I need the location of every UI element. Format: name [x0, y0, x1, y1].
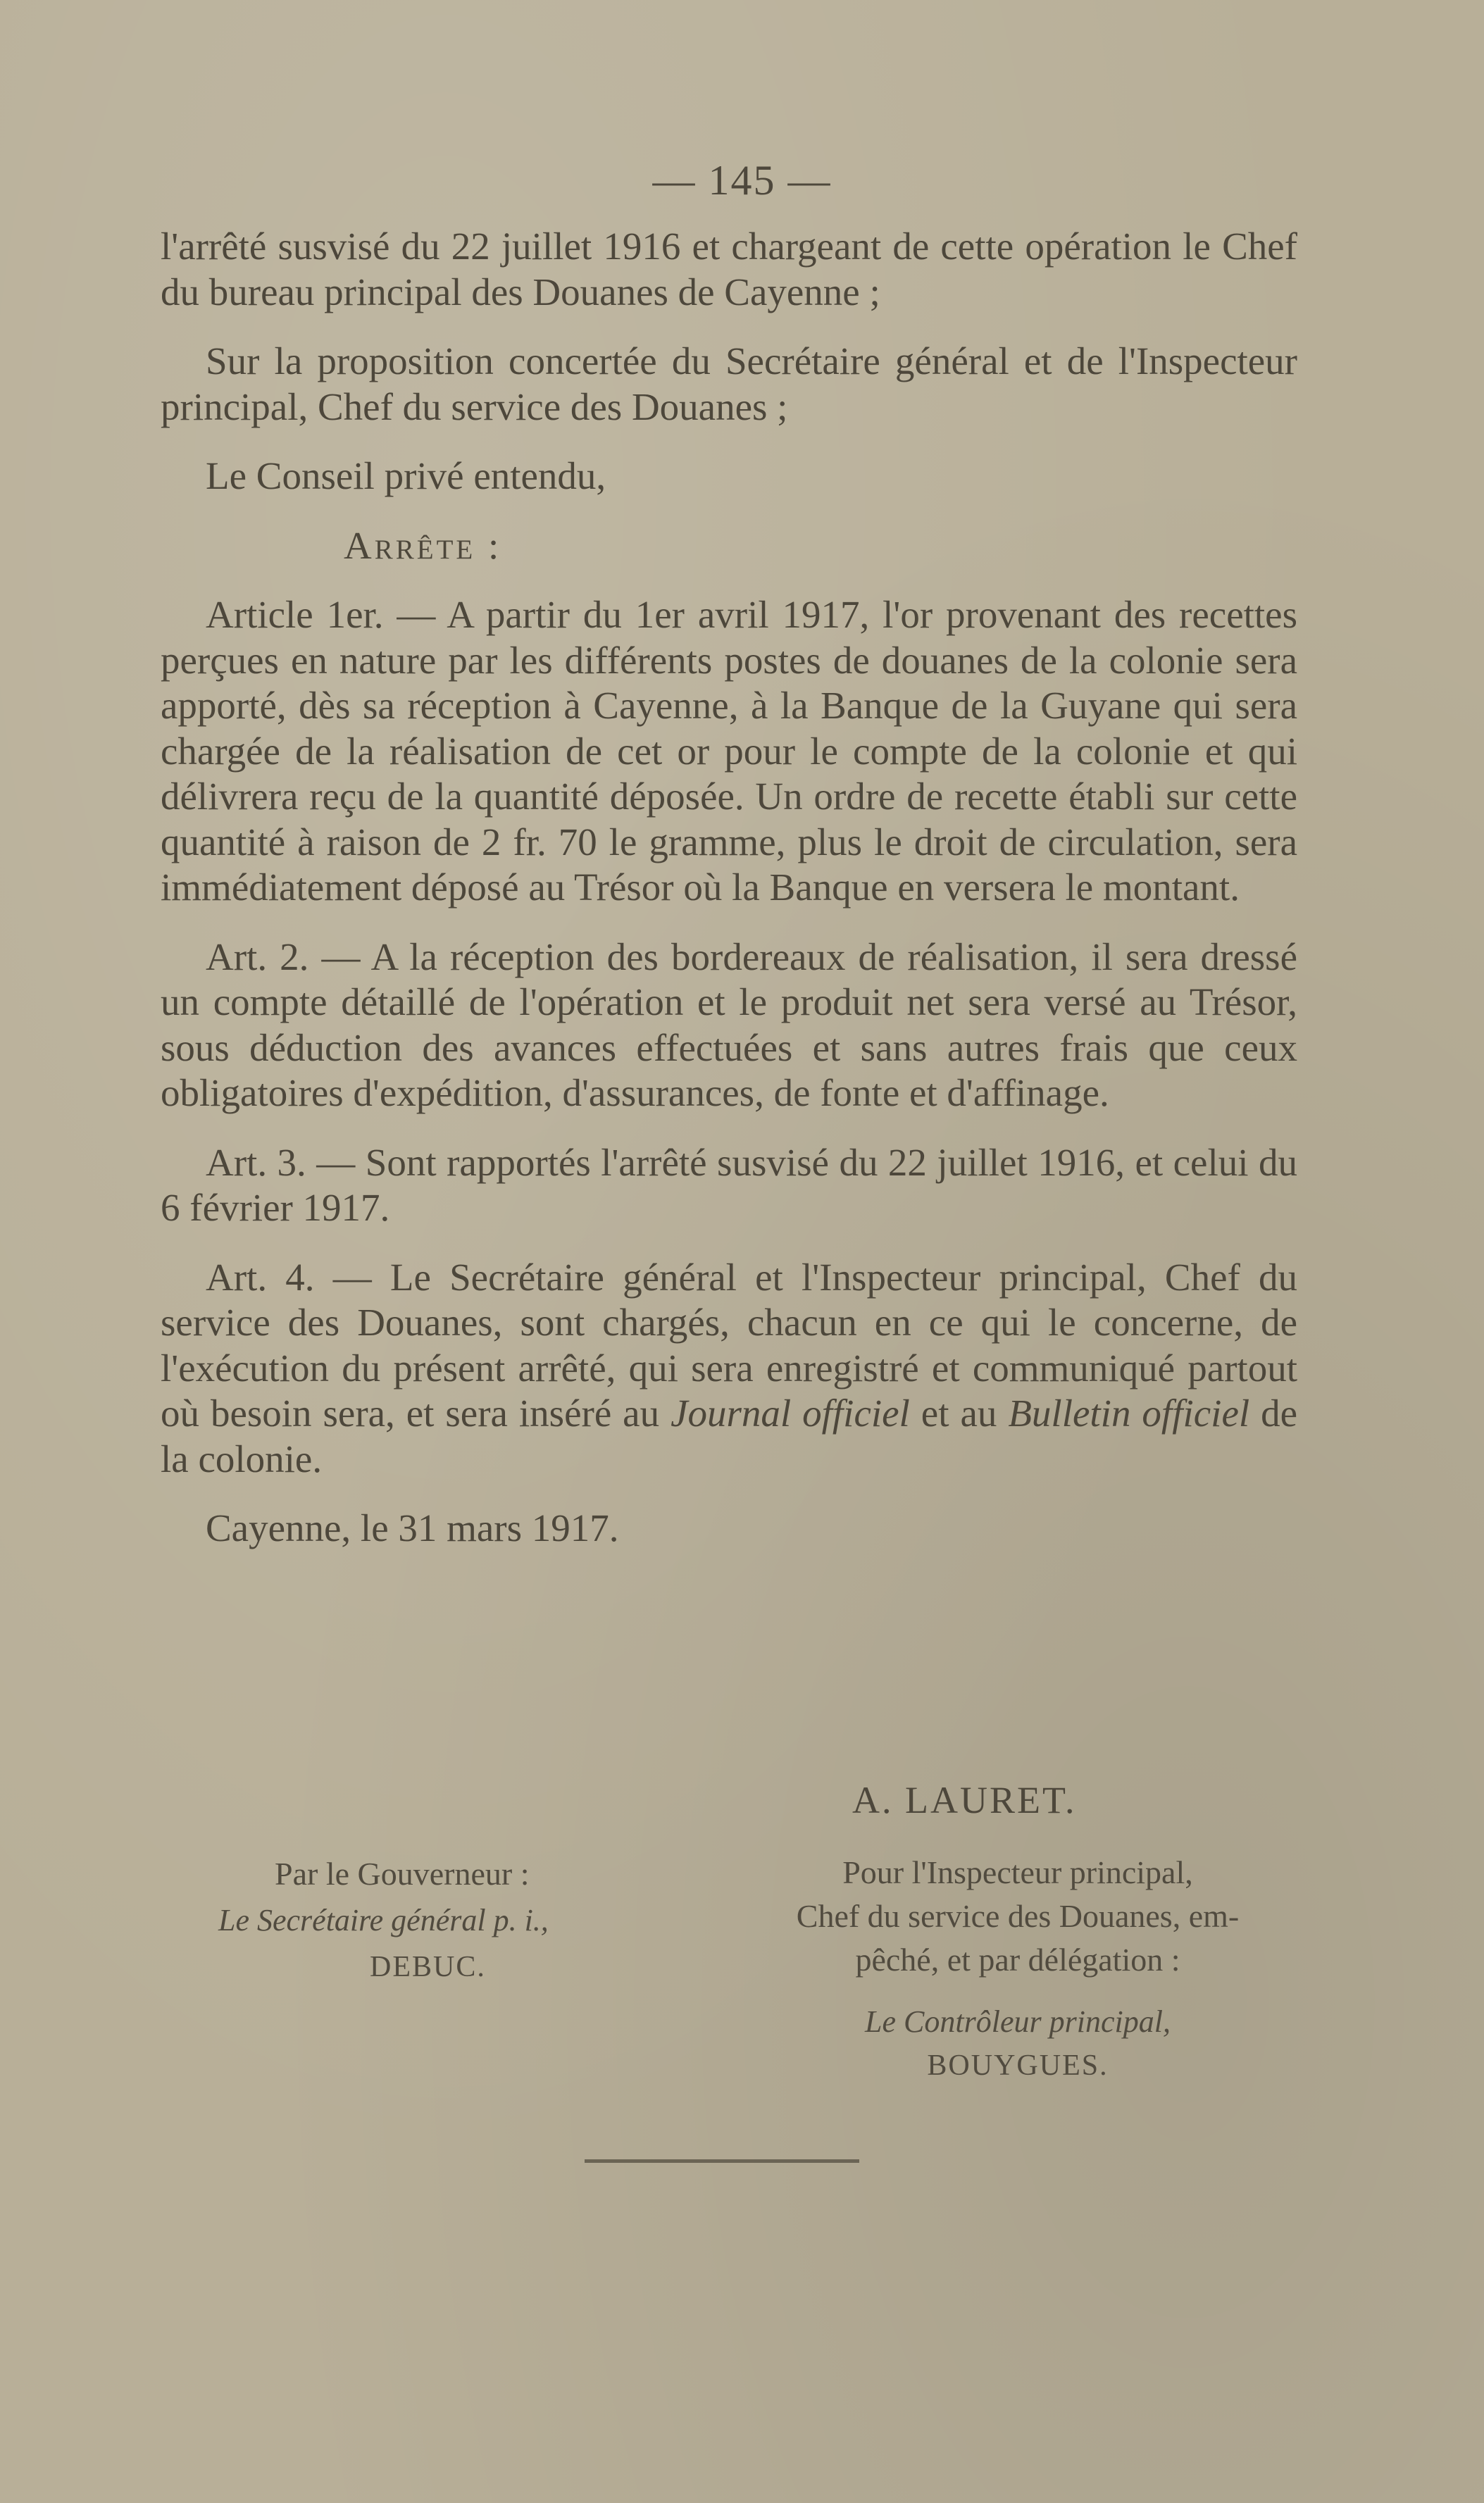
article-3: Art. 3. — Sont rapportés l'arrêté susvisé du 22 juillet 1916, et celui du 6 février 1917. [161, 1140, 1297, 1229]
signature-governor: A. LAURET. [852, 1779, 1077, 1821]
document-body [161, 224, 1297, 1552]
article-2: Art. 2. — A la réception des bordereaux de réalisation, il sera dressé un compte détaillé de l'opération et le produit net sera versé au Trésor, sous déduction des avances effectuées et sans autres frais que ceux obligatoires d'expédition, d'assurances, de fonte et d'affinage. [161, 935, 1297, 1114]
signature-left-line1: Par le Gouverneur : [275, 1856, 530, 1892]
signature-left-line2: Le Secrétaire général p. i., [218, 1903, 549, 1937]
article-1: Article 1er. — A partir du 1er avril 1917, l'or provenant des recettes perçues en nature par les différents postes de douanes de la colonie sera apporté, dès sa réception à Cayenne, à la Banque de la Guyane qui sera chargée de la réalisation de cet or pour le compte de la colonie et qui délivrera reçu de la quantité déposée. Un ordre de recette établi sur cette quantité à raison de 2 fr. 70 le gramme, plus le droit de circulation, sera immédiatement déposé au Trésor où la Banque en versera le montant. [161, 593, 1297, 909]
bulletin-officiel-title: Bulletin officiel [1008, 1392, 1250, 1435]
signature-block-left [218, 1851, 725, 1990]
article-4-conjunction: et au [909, 1392, 1009, 1435]
paragraph-conseil: Le Conseil privé entendu, [206, 454, 606, 497]
signature-right-line2: Chef du service des Douanes, em- [796, 1898, 1240, 1934]
signature-right-line3: pêché, et par délégation : [855, 1942, 1180, 1978]
article-4 [161, 1255, 1297, 1483]
paragraph-proposition: Sur la proposition concertée du Secrétaire général et de l'Inspecteur principal, Chef du service des Douanes ; [161, 339, 1297, 428]
article-4-text: Art. 4. — Le Secrétaire général et l'Inspecteur principal, Chef du service des Douanes, sont chargés, chacun en ce qui le concerne, de l'exécution du présent arrêté, qui sera enregistré et communiqué partout où besoin sera, et sera inséré au [161, 1255, 1297, 1435]
place-date: Cayenne, le 31 mars 1917. [206, 1506, 619, 1549]
article-4-ending: de la colonie. [161, 1392, 1298, 1480]
signature-left-name: DEBUC. [370, 1951, 486, 1983]
page-number: — 145 — [652, 157, 832, 204]
signature-right-name: BOUYGUES. [927, 2049, 1109, 2082]
signature-block-right [715, 1851, 1321, 2087]
section-heading-arrete: Arrête : [344, 523, 502, 567]
signature-right-line4: Le Contrôleur principal, [865, 2004, 1171, 2039]
paragraph-continuation: l'arrêté susvisé du 22 juillet 1916 et chargeant de cette opération le Chef du bureau principal des Douanes de Cayenne ; [161, 225, 1297, 313]
closing-rule [585, 2159, 859, 2163]
journal-officiel-title: Journal officiel [671, 1392, 910, 1435]
signature-right-line1: Pour l'Inspecteur principal, [842, 1854, 1193, 1890]
